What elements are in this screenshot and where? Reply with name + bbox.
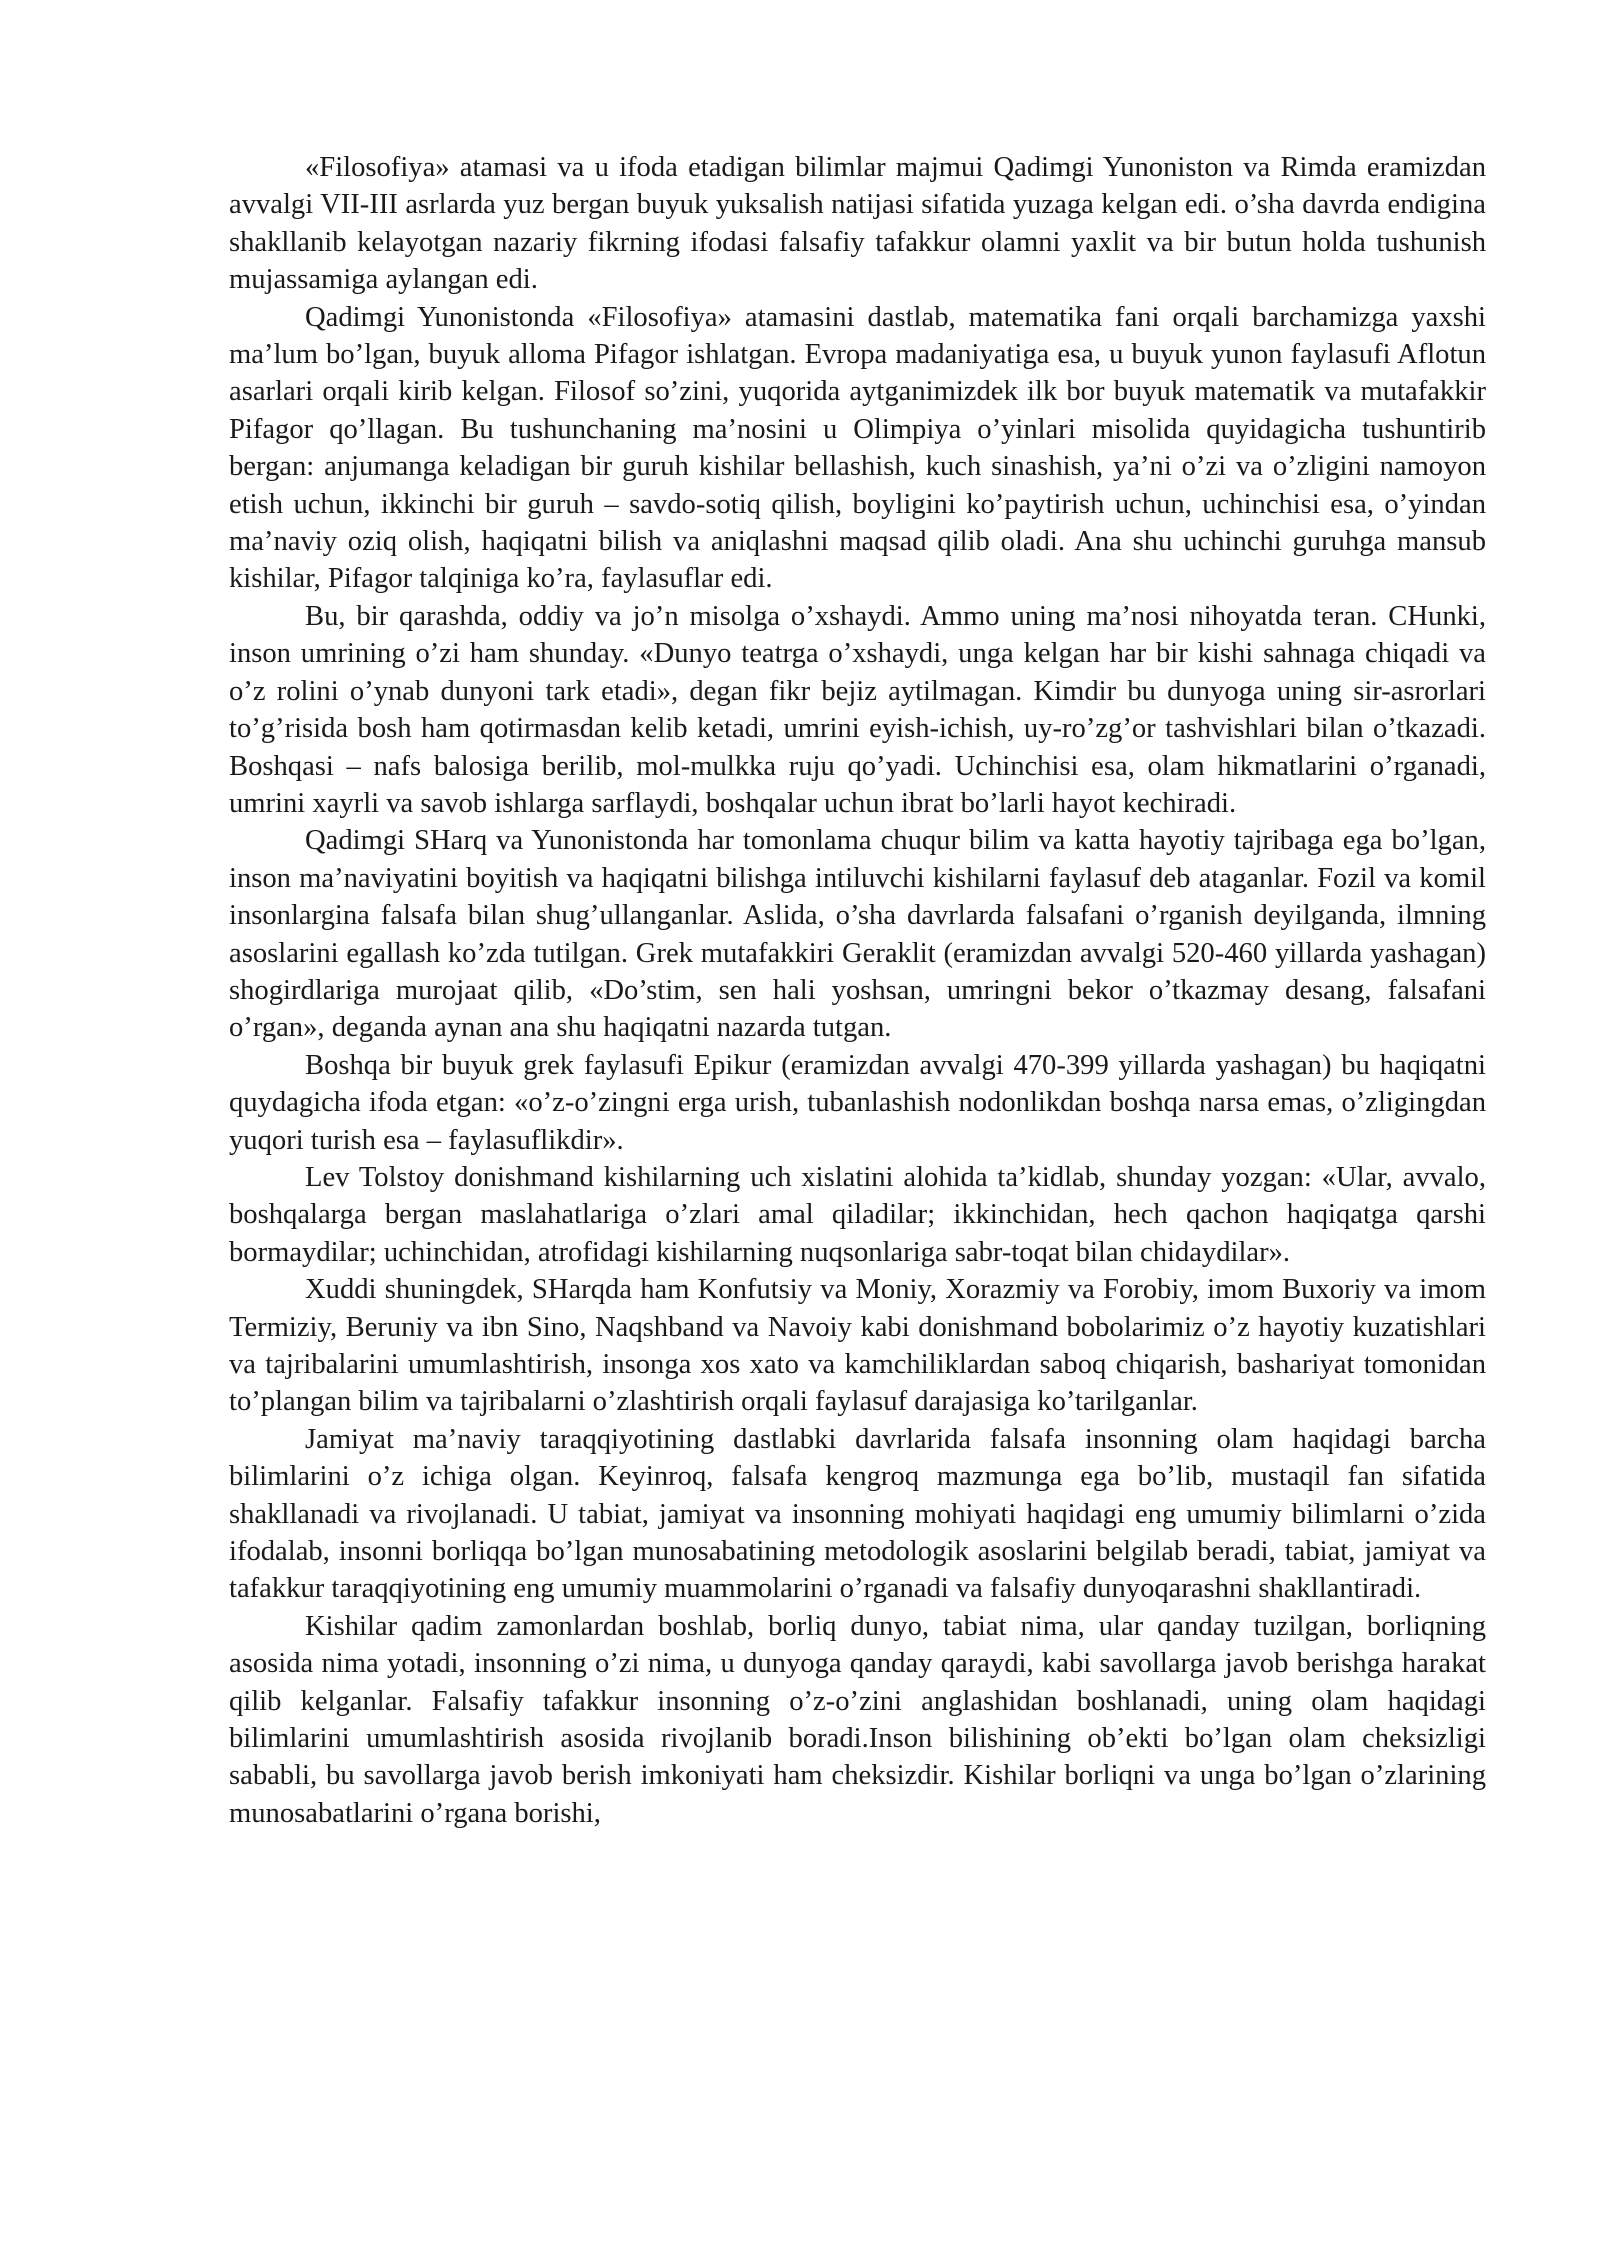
paragraph-1: «Filosofiya» atamasi va u ifoda etadigan bilimlar majmui Qadimgi Yunoniston va Rimda eramizdan avvalgi VII-III asrlarda yuz bergan buyuk yuksalish natijasi sifatida yuzaga kelgan edi. o’sha davrda endigina shakllanib kelayotgan nazariy fikrning ifodasi falsafiy tafakkur olamni yaxlit va bir butun holda tushunish mujassamiga aylangan edi. (229, 152, 1486, 296)
paragraph-2: Qadimgi Yunonistonda «Filosofiya» atamasini dastlab, matematika fani orqali barchamizga yaxshi ma’lum bo’lgan, buyuk alloma Pifagor ishlatgan. Evropa madaniyatiga esa, u buyuk yunon faylasufi Aflotun asarlari orqali kirib kelgan. Filosof so’zini, yuqorida aytganimizdek ilk bor buyuk matematik va mutafakkir Pifagor qo’llagan. Bu tushunchaning ma’nosini u Olimpiya o’yinlari misolida quyidagicha tushuntirib bergan: anjumanga keladigan bir guruh kishilar bellashish, kuch sinashish, ya’ni o’zi va o’zligini namoyon etish uchun, ikkinchi bir guruh – savdo-sotiq qilish, boyligini ko’paytirish uchun, uchinchisi esa, o’yindan ma’naviy oziq olish, haqiqatni bilish va aniqlashni maqsad qilib oladi. Ana shu uchinchi guruhga mansub kishilar, Pifagor talqiniga ko’ra, faylasuflar edi. (229, 301, 1486, 595)
paragraph-3: Bu, bir qarashda, oddiy va jo’n misolga o’xshaydi. Ammo uning ma’nosi nihoyatda teran. CHunki, inson umrining o’zi ham shunday. «Dunyo teatrga o’xshaydi, unga kelgan har bir kishi sahnaga chiqadi va o’z rolini o’ynab dunyoni tark etadi», degan fikr bejiz aytilmagan. Kimdir bu dunyoga uning sir-asrorlari to’g’risida bosh ham qotirmasdan kelib ketadi, umrini eyish-ichish, uy-ro’zg’or tashvishlari bilan o’tkazadi. Boshqasi – nafs balosiga berilib, mol-mulkka ruju qo’yadi. Uchinchisi esa, olam hikmatlarini o’rganadi, umrini xayrli va savob ishlarga sarflaydi, boshqalar uchun ibrat bo’larli hayot kechiradi. (229, 600, 1486, 819)
document-page (229, 149, 1486, 1832)
paragraph-9: Kishilar qadim zamonlardan boshlab, borliq dunyo, tabiat nima, ular qanday tuzilgan, borliqning asosida nima yotadi, insonning o’zi nima, u dunyoga qanday qaraydi, kabi savollarga javob berishga harakat qilib kelganlar. Falsafiy tafakkur insonning o’z-o’zini anglashidan boshlanadi, uning olam haqidagi bilimlarini umumlashtirish asosida rivojlanib boradi.Inson bilishining ob’ekti bo’lgan olam cheksizligi sababli, bu savollarga javob berish imkoniyati ham cheksizdir. Kishilar borliqni va unga bo’lgan o’zlarining munosabatlarini o’rgana borishi, (229, 1610, 1486, 1829)
paragraph-5: Boshqa bir buyuk grek faylasufi Epikur (eramizdan avvalgi 470-399 yillarda yashagan) bu haqiqatni quydagicha ifoda etgan: «o’z-o’zingni erga urish, tubanlashish nodonlikdan boshqa narsa emas, o’zligingdan yuqori turish esa – faylasuflikdir». (229, 1049, 1486, 1156)
paragraph-4: Qadimgi SHarq va Yunonistonda har tomonlama chuqur bilim va katta hayotiy tajribaga ega bo’lgan, inson ma’naviyatini boyitish va haqiqatni bilishga intiluvchi kishilarni faylasuf deb ataganlar. Fozil va komil insonlargina falsafa bilan shug’ullanganlar. Aslida, o’sha davrlarda falsafani o’rganish deyilganda, ilmning asoslarini egallash ko’zda tutilgan. Grek mutafakkiri Geraklit (eramizdan avvalgi 520-460 yillarda yashagan) shogirdlariga murojaat qilib, «Do’stim, sen hali yoshsan, umringni bekor o’tkazmay desang, falsafani o’rgan», deganda aynan ana shu haqiqatni nazarda tutgan. (229, 825, 1486, 1044)
paragraph-6: Lev Tolstoy donishmand kishilarning uch xislatini alohida ta’kidlab, shunday yozgan: «Ular, avvalo, boshqalarga bergan maslahatlariga o’zlari amal qiladilar; ikkinchidan, hech qachon haqiqatga qarshi bormaydilar; uchinchidan, atrofidagi kishilarning nuqsonlariga sabr-toqat bilan chidaydilar». (229, 1161, 1486, 1268)
paragraph-7: Xuddi shuningdek, SHarqda ham Konfutsiy va Moniy, Xorazmiy va Forobiy, imom Buxoriy va imom Termiziy, Beruniy va ibn Sino, Naqshband va Navoiy kabi donishmand bobolarimiz o’z hayotiy kuzatishlari va tajribalarini umumlashtirish, insonga xos xato va kamchiliklardan saboq chiqarish, bashariyat tomonidan to’plangan bilim va tajribalarni o’zlashtirish orqali faylasuf darajasiga ko’tarilganlar. (229, 1274, 1486, 1418)
paragraph-8: Jamiyat ma’naviy taraqqiyotining dastlabki davrlarida falsafa insonning olam haqidagi barcha bilimlarini o’z ichiga olgan. Keyinroq, falsafa kengroq mazmunga ega bo’lib, mustaqil fan sifatida shakllanadi va rivojlanadi. U tabiat, jamiyat va insonning mohiyati haqidagi eng umumiy bilimlarni o’zida ifodalab, insonni borliqqa bo’lgan munosabatining metodologik asoslarini belgilab beradi, tabiat, jamiyat va tafakkur taraqqiyotining eng umumiy muammolarini o’rganadi va falsafiy dunyoqarashni shakllantiradi. (229, 1423, 1486, 1605)
